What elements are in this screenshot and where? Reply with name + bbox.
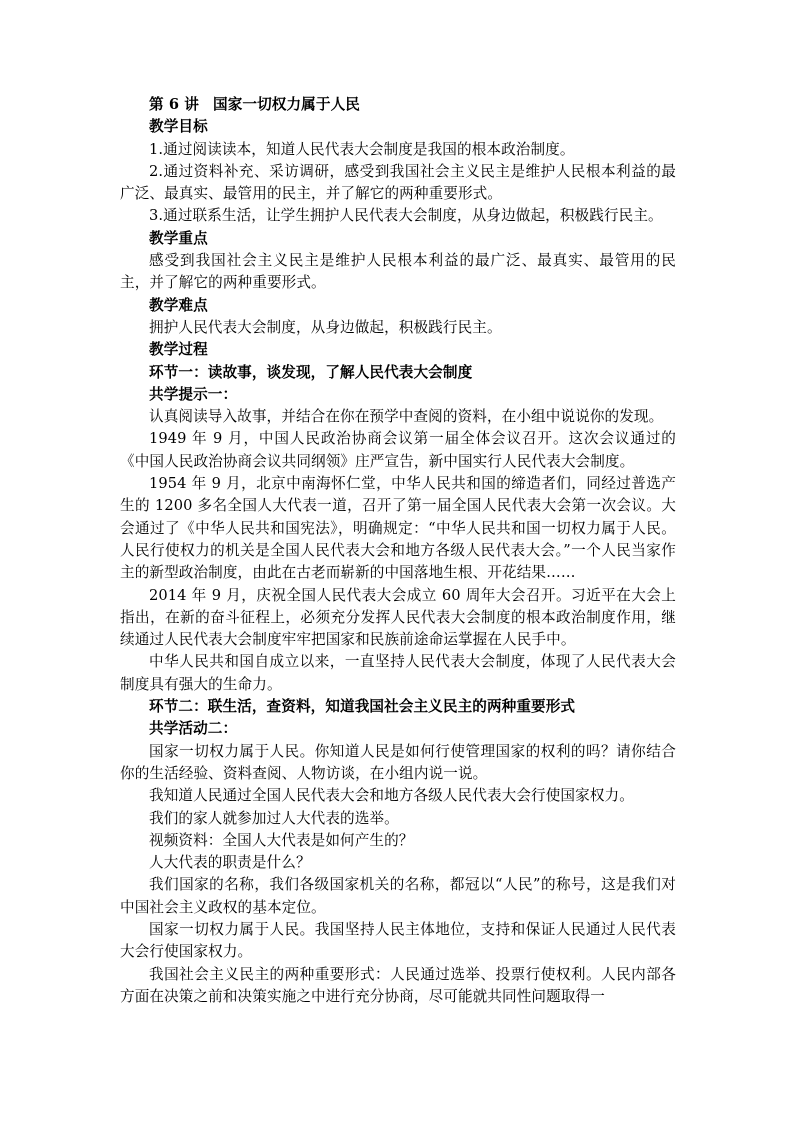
paragraph-1949: 1949 年 9 月，中国人民政治协商会议第一届全体会议召开。这次会议通过的《中国人民政治协商会议共同纲领》庄严宣告，新中国实行人民代表大会制度。	[120, 430, 676, 470]
lesson-title-text: 国家一切权力属于人民	[213, 96, 360, 113]
paragraph-1954: 1954 年 9 月，北京中南海怀仁堂，中华人民共和国的缔造者们，同经过普选产生的 1200 多名全国人大代表一道，召开了第一届全国人民代表大会第一次会议。大会通过了《中华人民共和国宪法》，明确规定：“中华人民共和国一切权力属于人民。人民行使权力的机关是全国人民代表大会和地方各级人民代表大会。”一个人民当家作主的新型政治制度，由此在古老而崭新的中国落地生根、开花结果……	[120, 475, 676, 582]
difficulty-text: 拥护人民代表大会制度，从身边做起，积极践行民主。	[149, 318, 502, 336]
goal-3: 3.通过联系生活，让学生拥护人民代表大会制度，从身边做起，积极践行民主。	[149, 207, 663, 225]
section-1-heading: 环节一：读故事，谈发现，了解人民代表大会制度	[149, 363, 473, 381]
key-points-text: 感受到我国社会主义民主是维护人民根本利益的最广泛、最真实、最管用的民主，并了解它的两种重要形式。	[120, 252, 676, 292]
tip-1-heading: 共学提示一：	[149, 385, 238, 403]
activity-2-heading: 共学活动二：	[149, 720, 238, 738]
lesson-title	[120, 94, 676, 116]
goal-2: 2.通过资料补充、采访调研，感受到我国社会主义民主是维护人民根本利益的最广泛、最真实、最管用的民主，并了解它的两种重要形式。	[120, 162, 676, 203]
tip-1-text: 认真阅读导入故事，并结合在你在预学中查阅的资料，在小组中说说你的发现。	[149, 408, 664, 426]
lesson-number: 第 6 讲	[149, 96, 200, 113]
duty-question: 人大代表的职责是什么？	[149, 854, 311, 872]
paragraph-since-founding: 中华人民共和国自成立以来，一直坚持人民代表大会制度，体现了人民代表大会制度具有强大的生命力。	[120, 653, 676, 693]
difficulty-heading: 教学难点	[149, 296, 208, 314]
power-paragraph: 国家一切权力属于人民。我国坚持人民主体地位，支持和保证人民通过人民代表大会行使国家权力。	[120, 920, 676, 961]
paragraph-2014: 2014 年 9 月，庆祝全国人民代表大会成立 60 周年大会召开。习近平在大会上指出，在新的奋斗征程上，必须充分发挥人民代表大会制度的根本政治制度作用，继续通过人民代表大会制度牢牢把国家和民族前途命运掌握在人民手中。	[120, 586, 676, 649]
answer-1: 我知道人民通过全国人民代表大会和地方各级人民代表大会行使国家权力。	[149, 787, 634, 805]
goals-heading: 教学目标	[149, 118, 208, 136]
name-paragraph: 我们国家的名称，我们各级国家机关的名称，都冠以“人民”的称号，这是我们对中国社会主义政权的基本定位。	[120, 876, 676, 916]
goal-1: 1.通过阅读读本，知道人民代表大会制度是我国的根本政治制度。	[149, 140, 575, 158]
process-heading: 教学过程	[149, 341, 208, 359]
answer-2: 我们的家人就参加过人大代表的选举。	[149, 809, 399, 827]
document-body	[120, 94, 676, 1008]
video-material: 视频资料：全国人大代表是如何产生的？	[149, 831, 414, 849]
section-2-heading: 环节二：联生活，查资料，知道我国社会主义民主的两种重要形式	[149, 698, 576, 716]
activity-2-text: 国家一切权力属于人民。你知道人民是如何行使管理国家的权利的吗？请你结合你的生活经验、资料查阅、人物访谈，在小组内说一说。	[120, 742, 676, 782]
key-points-heading: 教学重点	[149, 229, 208, 247]
forms-paragraph: 我国社会主义民主的两种重要形式：人民通过选举、投票行使权利。人民内部各方面在决策之前和决策实施之中进行充分协商，尽可能就共同性问题取得一	[120, 965, 676, 1005]
